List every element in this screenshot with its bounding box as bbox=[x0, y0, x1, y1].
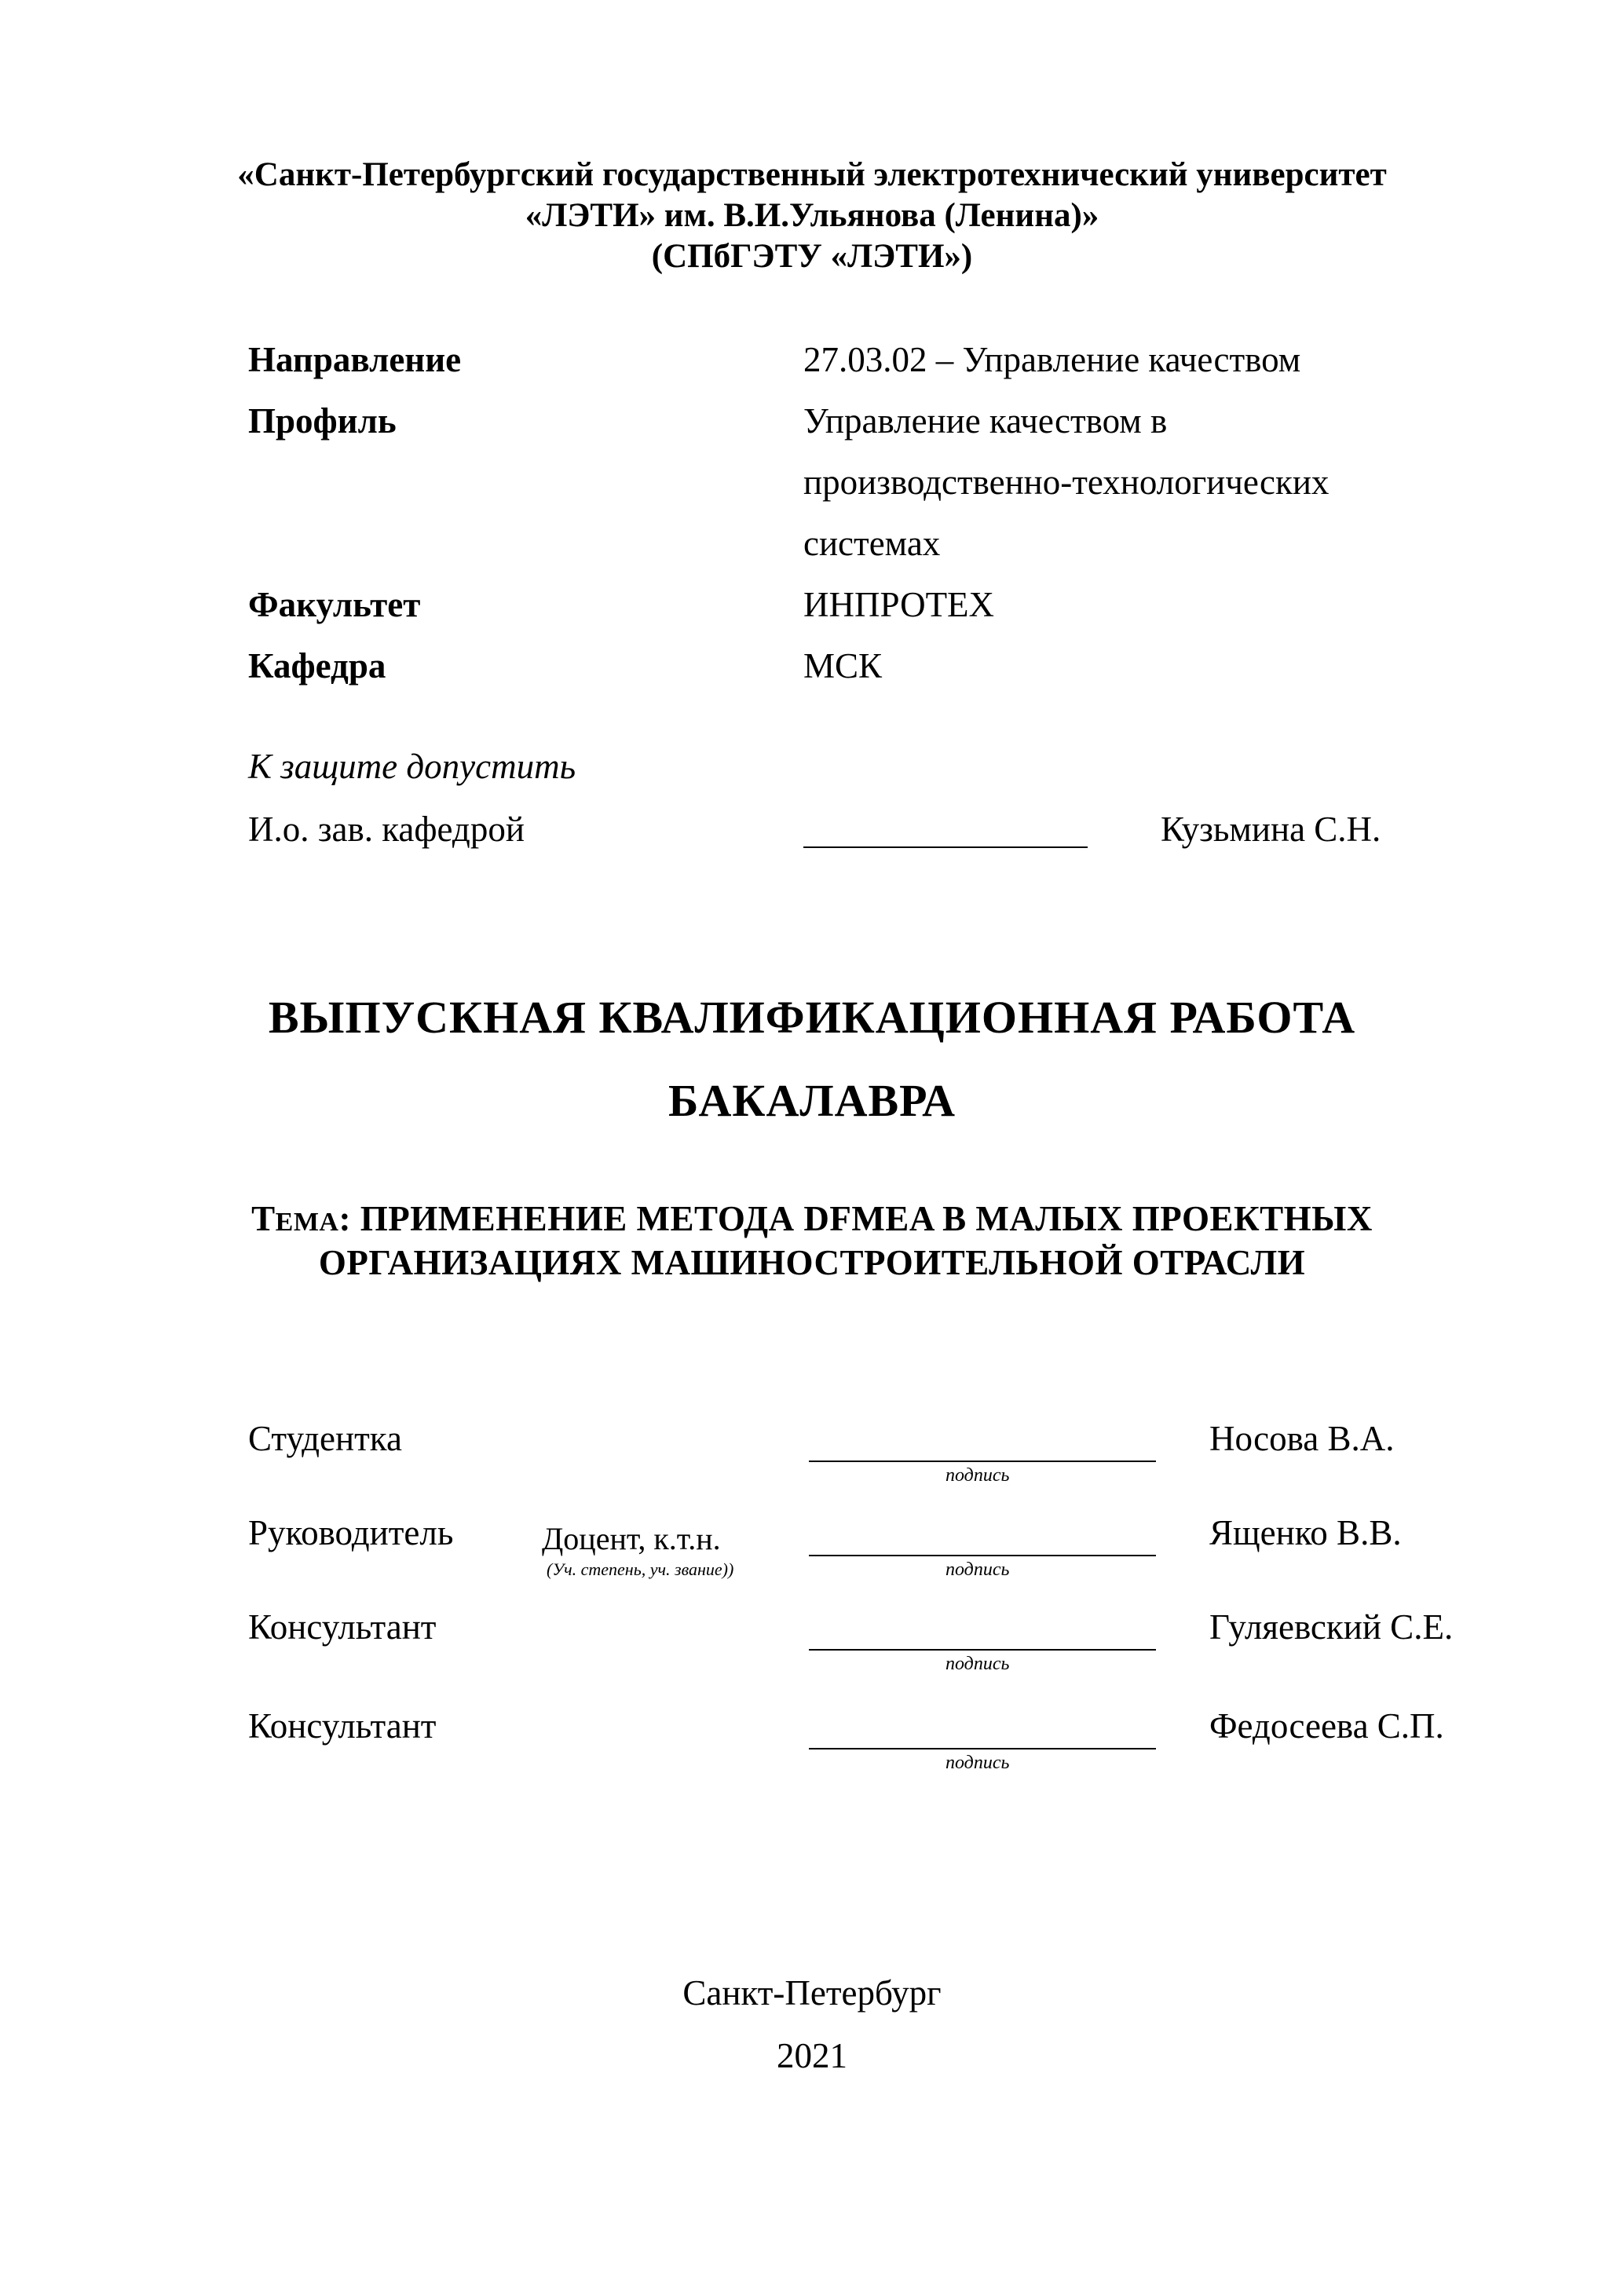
academic-degree-caption: (Уч. степень, уч. звание)) bbox=[547, 1559, 734, 1579]
faculty-label: Факультет bbox=[248, 585, 421, 624]
signature-caption: подпись bbox=[946, 1753, 1010, 1773]
profile-label: Профиль bbox=[248, 401, 397, 441]
signature-line bbox=[809, 1748, 1156, 1749]
profile-value-line3: системах bbox=[803, 524, 941, 563]
signature-name: Носова В.А. bbox=[1209, 1419, 1395, 1458]
topic-prefix-smallcaps: ЕМА bbox=[275, 1208, 339, 1237]
signature-name: Ященко В.В. bbox=[1209, 1513, 1402, 1552]
head-of-department-name: Кузьмина С.Н. bbox=[1161, 810, 1381, 849]
academic-degree: Доцент, к.т.н. bbox=[542, 1521, 721, 1556]
signature-name: Федосеева С.П. bbox=[1209, 1706, 1444, 1746]
signature-name: Гуляевский С.Е. bbox=[1209, 1607, 1454, 1647]
university-name-line1: «Санкт-Петербургский государственный электротехнический университет bbox=[237, 156, 1387, 193]
signature-line bbox=[809, 1649, 1156, 1651]
university-name-line2: «ЛЭТИ» им. В.И.Ульянова (Ленина)» bbox=[525, 197, 1099, 234]
signature-line bbox=[809, 1555, 1156, 1556]
signature-role: Консультант bbox=[248, 1607, 437, 1647]
signature-role: Руководитель bbox=[248, 1513, 454, 1552]
head-of-department-label: И.о. зав. кафедрой bbox=[248, 810, 525, 849]
faculty-value: ИНПРОТЕХ bbox=[803, 585, 995, 624]
profile-value-line2: производственно-технологических bbox=[803, 462, 1330, 502]
direction-label: Направление bbox=[248, 340, 462, 379]
head-signature-line bbox=[803, 846, 1088, 848]
signature-role: Студентка bbox=[248, 1419, 402, 1458]
work-title-line2: БАКАЛАВРА bbox=[668, 1075, 956, 1126]
signature-line bbox=[809, 1461, 1156, 1462]
university-abbreviation: (СПбГЭТУ «ЛЭТИ») bbox=[651, 238, 973, 275]
topic-line1-text: : ПРИМЕНЕНИЕ МЕТОДА DFMEA В МАЛЫХ ПРОЕКТНЫХ bbox=[338, 1199, 1373, 1238]
profile-value-line1: Управление качеством в bbox=[803, 401, 1168, 441]
signature-role: Консультант bbox=[248, 1706, 437, 1746]
direction-value: 27.03.02 – Управление качеством bbox=[803, 340, 1301, 379]
signature-caption: подпись bbox=[946, 1559, 1010, 1580]
signature-caption: подпись bbox=[946, 1465, 1010, 1486]
signature-caption: подпись bbox=[946, 1654, 1010, 1674]
topic-line1 bbox=[0, 1197, 1624, 1245]
admit-to-defense-text: К защите допустить bbox=[248, 747, 576, 786]
year: 2021 bbox=[777, 2036, 847, 2075]
topic-line2: ОРГАНИЗАЦИЯХ МАШИНОСТРОИТЕЛЬНОЙ ОТРАСЛИ bbox=[318, 1243, 1306, 1282]
city: Санкт-Петербург bbox=[682, 1973, 942, 2013]
topic-prefix-initial: Т bbox=[251, 1199, 276, 1238]
work-title-line1: ВЫПУСКНАЯ КВАЛИФИКАЦИОННАЯ РАБОТА bbox=[268, 992, 1356, 1043]
department-label: Кафедра bbox=[248, 646, 386, 686]
department-value: МСК bbox=[803, 646, 883, 686]
